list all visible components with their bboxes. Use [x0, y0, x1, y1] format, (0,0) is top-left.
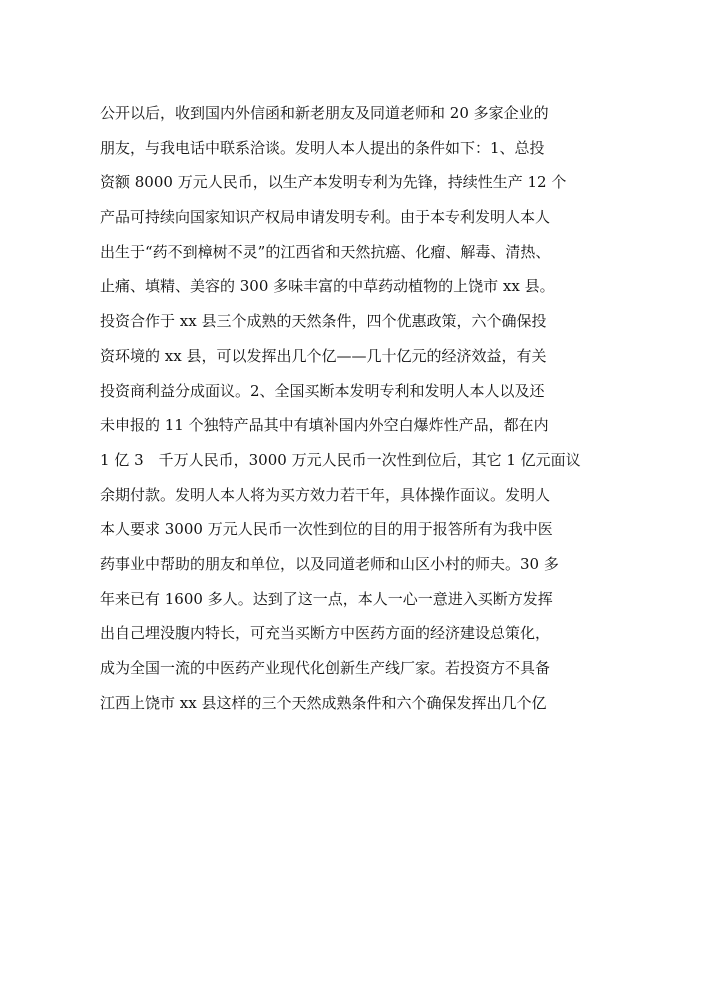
text-line-7: 投资合作于 xx 县三个成熟的天然条件，四个优惠政策，六个确保投 [100, 312, 547, 331]
text-line-1: 公开以后，收到国内外信函和新老朋友及同道老师和 20 多家企业的 [100, 104, 549, 122]
text-line-15: 年来已有 1600 多人。达到了这一点，本人一心一意进入买断方发挥 [100, 589, 553, 608]
text-line-13: 本人要求 3000 万元人民币一次性到位的目的用于报答所有为我中医 [100, 520, 553, 539]
text-line-17: 成为全国一流的中医药产业现代化创新生产线厂家。若投资方不具备 [100, 659, 551, 677]
text-line-10: 未申报的 11 个独特产品其中有填补国内外空白爆炸性产品，都在内 [100, 416, 549, 435]
text-line-9: 投资商利益分成面议。2、全国买断本发明专利和发明人本人以及还 [100, 381, 545, 400]
text-line-5: 出生于“药不到樟树不灵”的江西省和天然抗癌、化瘤、解毒、清热、 [100, 242, 551, 261]
text-line-11: 1 亿 3 千万人民币，3000 万元人民币一次性到位后，其它 1 亿元面议 [100, 450, 581, 469]
text-line-2: 朋友，与我电话中联系洽谈。发明人本人提出的条件如下：1、总投 [100, 138, 545, 157]
text-line-12: 余期付款。发明人本人将为买方效力若干年，具体操作面议。发明人 [100, 485, 551, 504]
text-line-18: 江西上饶市 xx 县这样的三个天然成熟条件和六个确保发挥出几个亿 [100, 693, 547, 712]
text-line-3: 资额 8000 万元人民币，以生产本发明专利为先锋，持续性生产 12 个 [100, 173, 567, 192]
body-text [100, 96, 620, 720]
text-line-8: 资环境的 xx 县，可以发挥出几个亿——几十亿元的经济效益，有关 [100, 346, 547, 365]
text-line-16: 出自己埋没腹内特长，可充当买断方中医药方面的经济建设总策化， [100, 624, 551, 643]
text-line-4: 产品可持续向国家知识产权局申请发明专利。由于本专利发明人本人 [100, 208, 551, 227]
text-line-6: 止痛、填精、美容的 300 多味丰富的中草药动植物的上饶市 xx 县。 [100, 277, 555, 296]
text-line-14: 药事业中帮助的朋友和单位，以及同道老师和山区小村的师夫。30 多 [100, 554, 559, 573]
